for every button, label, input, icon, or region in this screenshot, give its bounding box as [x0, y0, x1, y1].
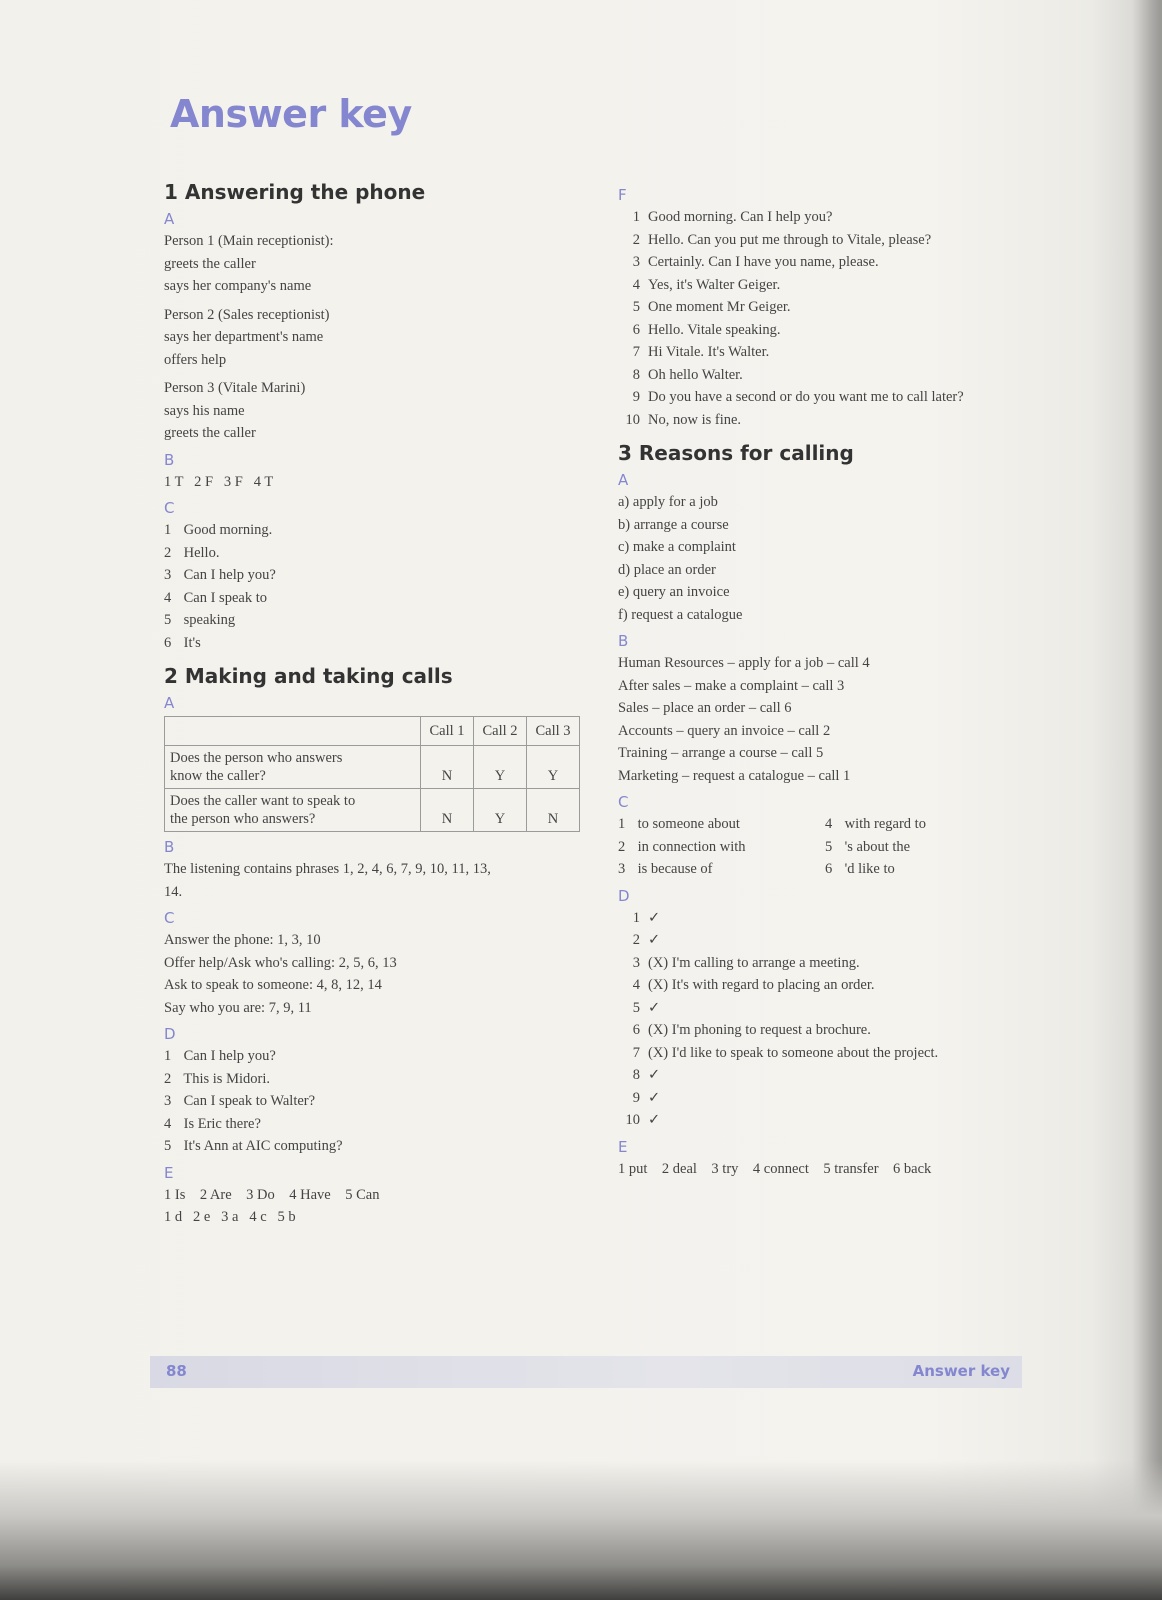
item-number: 10	[625, 1112, 640, 1128]
person-2-block	[164, 304, 584, 372]
list-item	[618, 1042, 1038, 1065]
item-number: 6	[825, 861, 833, 877]
list-item	[618, 974, 1038, 997]
text-line: greets the caller	[164, 425, 256, 441]
item-number: 4	[164, 589, 172, 606]
text-line: 1 Is 2 Are 3 Do 4 Have 5 Can	[164, 1186, 380, 1203]
answer-cell: Y	[527, 746, 580, 789]
list-item	[618, 952, 1038, 975]
book-spine-shadow	[1132, 0, 1162, 1600]
item-text: It's Ann at AIC computing?	[183, 1138, 343, 1154]
question-line: Does the caller want to speak to	[170, 793, 356, 809]
item-number: 2	[164, 544, 172, 561]
two-column-list	[618, 813, 1038, 881]
list-column-right	[825, 813, 926, 881]
text-line: Person 3 (Vitale Marini)	[164, 380, 306, 396]
item-number: 6	[164, 634, 172, 651]
item-number: 1	[632, 909, 640, 926]
text-line: offers help	[164, 351, 227, 368]
list-item	[618, 836, 825, 859]
item-text: ✓	[648, 1067, 661, 1083]
item-text: (X) I'm calling to arrange a meeting.	[648, 954, 860, 971]
list-item	[164, 632, 584, 655]
section-3-d-label: D	[618, 886, 630, 905]
question-cell	[165, 789, 421, 832]
list-item	[618, 997, 1038, 1020]
text-line: Accounts – query an invoice – call 2	[618, 722, 831, 739]
item-number: 9	[632, 1089, 640, 1106]
question-line: the person who answers?	[170, 811, 316, 827]
item-text: Hello. Can you put me through to Vitale, please?	[648, 231, 932, 248]
column-header: Call 1	[421, 717, 474, 746]
answer-cell: Y	[474, 746, 527, 789]
text-line: Training – arrange a course – call 5	[618, 745, 824, 761]
item-text: Is Eric there?	[183, 1115, 261, 1132]
text-line: Person 1 (Main receptionist):	[164, 233, 334, 249]
list-item	[618, 1064, 1038, 1087]
text-line: Marketing – request a catalogue – call 1	[618, 767, 851, 784]
list-item	[825, 813, 926, 836]
item-number: 5	[632, 999, 640, 1016]
section-2-b-label: B	[164, 838, 175, 856]
item-number: 4	[164, 1115, 172, 1132]
list-item	[618, 386, 1038, 409]
item-text: query an invoice	[632, 584, 730, 600]
item-text: arrange a course	[633, 516, 729, 533]
item-number: 2	[632, 231, 640, 248]
list-item	[825, 858, 926, 881]
item-number: a)	[618, 494, 630, 510]
calls-table	[164, 716, 580, 832]
item-number: 1	[618, 816, 626, 832]
item-text: Can I help you?	[183, 1048, 276, 1064]
list-column-left	[618, 813, 825, 881]
list-item	[164, 1090, 584, 1113]
item-text: to someone about	[637, 816, 740, 832]
item-number: 5	[825, 838, 833, 855]
item-number: 10	[625, 411, 640, 428]
list-item	[618, 319, 1038, 342]
section-1-a-label: A	[164, 210, 175, 228]
text-line: Ask to speak to someone: 4, 8, 12, 14	[164, 977, 382, 993]
item-text: request a catalogue	[631, 606, 743, 623]
section-2-e-label: E	[164, 1163, 174, 1182]
item-text: Certainly. Can I have you name, please.	[648, 254, 879, 270]
list-item	[618, 514, 1038, 537]
list-item	[618, 907, 1038, 930]
text-line: Sales – place an order – call 6	[618, 700, 792, 716]
item-number: 1	[164, 1048, 172, 1064]
list-item	[164, 1135, 584, 1158]
list-item	[618, 274, 1038, 297]
item-number: d)	[618, 561, 631, 578]
column-header: Call 3	[527, 717, 580, 746]
item-number: 7	[632, 1044, 640, 1061]
item-text: Can I speak to	[183, 589, 267, 606]
item-text: Can I speak to Walter?	[183, 1093, 316, 1109]
list-item	[618, 229, 1038, 252]
answer-cell: N	[421, 789, 474, 832]
item-text: Do you have a second or do you want me to call later?	[648, 389, 964, 405]
item-text: ✓	[648, 932, 661, 948]
item-text: This is Midori.	[183, 1070, 270, 1087]
section-3-e-label: E	[618, 1137, 628, 1156]
list-item	[618, 536, 1038, 559]
section-2-c-label: C	[164, 909, 175, 927]
list-item	[164, 519, 584, 542]
item-number: 4	[632, 276, 640, 293]
item-number: 3	[632, 254, 640, 270]
item-number: 6	[632, 321, 640, 338]
text-line: greets the caller	[164, 255, 256, 272]
item-number: f)	[618, 606, 628, 623]
list-item	[618, 858, 825, 881]
page-footer	[150, 1356, 1022, 1388]
item-number: c)	[618, 539, 630, 555]
item-text: ✓	[648, 909, 661, 926]
item-text: apply for a job	[632, 494, 718, 510]
item-text: (X) I'm phoning to request a brochure.	[648, 1022, 871, 1038]
text-line: says her company's name	[164, 278, 312, 294]
question-line: know the caller?	[170, 768, 266, 784]
item-text: Yes, it's Walter Geiger.	[648, 276, 781, 293]
item-number: 1	[632, 209, 640, 225]
right-column	[618, 186, 1038, 1180]
item-number: 3	[618, 861, 626, 877]
item-text: with regard to	[844, 816, 926, 832]
list-item	[618, 929, 1038, 952]
question-cell	[165, 746, 421, 789]
page-number: 88	[166, 1362, 187, 1380]
column-header: Call 2	[474, 717, 527, 746]
item-number: 2	[164, 1070, 172, 1087]
item-text: No, now is fine.	[648, 411, 742, 428]
table-row	[165, 746, 580, 789]
section-2-a-label: A	[164, 694, 175, 712]
list-item	[164, 564, 584, 587]
list-item	[618, 581, 1038, 604]
item-text: 'd like to	[844, 861, 895, 877]
list-item	[618, 1019, 1038, 1042]
list-item	[825, 836, 926, 859]
item-text: ✓	[648, 1089, 661, 1106]
list-item	[164, 609, 584, 632]
text-line: The listening contains phrases 1, 2, 4, 6, 7, 9, 10, 11, 13,	[164, 861, 491, 877]
item-number: 5	[632, 299, 640, 315]
list-item	[618, 409, 1038, 432]
list-item	[164, 1045, 584, 1068]
answer-cell: Y	[474, 789, 527, 832]
left-column	[164, 180, 584, 1229]
bottom-shadow	[0, 1460, 1162, 1600]
list-item	[618, 1109, 1038, 1132]
table-header-row	[165, 717, 580, 746]
table-row	[165, 789, 580, 832]
answer-cell: N	[527, 789, 580, 832]
section-1-c-label: C	[164, 499, 175, 517]
item-number: 1	[164, 522, 172, 538]
item-text: Good morning.	[183, 522, 273, 538]
text-line: 1 put 2 deal 3 try 4 connect 5 transfer 6 back	[618, 1160, 932, 1177]
list-item	[618, 813, 825, 836]
table-corner-cell	[165, 717, 421, 746]
text-line: says her department's name	[164, 329, 324, 345]
item-text: One moment Mr Geiger.	[648, 299, 791, 315]
text-line: Say who you are: 7, 9, 11	[164, 999, 312, 1016]
text-line: After sales – make a complaint – call 3	[618, 677, 845, 694]
section-1-heading: 1 Answering the phone	[164, 180, 426, 204]
text-line: 1 d 2 e 3 a 4 c 5 b	[164, 1209, 296, 1225]
item-text: Hi Vitale. It's Walter.	[648, 344, 770, 360]
item-number: 8	[632, 366, 640, 383]
section-2-heading: 2 Making and taking calls	[164, 664, 453, 688]
text-line: says his name	[164, 402, 245, 419]
list-item	[164, 1068, 584, 1091]
item-number: 7	[632, 344, 640, 360]
section-2-f-label: F	[618, 186, 627, 204]
text-line: Answer the phone: 1, 3, 10	[164, 932, 321, 948]
item-text: Hello.	[183, 544, 220, 561]
answer-cell: N	[421, 746, 474, 789]
item-number: 4	[632, 977, 640, 993]
list-item	[618, 364, 1038, 387]
list-item	[618, 251, 1038, 274]
footer-label: Answer key	[912, 1362, 1010, 1380]
item-text: ✓	[648, 1112, 661, 1128]
item-number: 3	[164, 567, 172, 583]
item-text: Can I help you?	[183, 567, 276, 583]
list-item	[164, 1113, 584, 1136]
list-item	[164, 542, 584, 565]
person-3-block	[164, 377, 584, 445]
list-item	[618, 341, 1038, 364]
section-3-heading: 3 Reasons for calling	[618, 441, 854, 465]
section-2-d-label: D	[164, 1025, 176, 1043]
item-text: (X) I'd like to speak to someone about the project.	[648, 1044, 939, 1061]
item-number: 5	[164, 612, 172, 628]
item-number: e)	[618, 584, 630, 600]
person-1-block	[164, 230, 584, 298]
item-number: 6	[632, 1022, 640, 1038]
item-text: in connection with	[637, 838, 746, 855]
text-line: Offer help/Ask who's calling: 2, 5, 6, 13	[164, 954, 397, 971]
list-item	[618, 559, 1038, 582]
text-line: Person 2 (Sales receptionist)	[164, 306, 330, 323]
item-text: Oh hello Walter.	[648, 366, 743, 383]
item-number: 3	[632, 954, 640, 971]
list-item	[618, 491, 1038, 514]
item-text: speaking	[183, 612, 236, 628]
item-text: ✓	[648, 999, 661, 1016]
list-item	[164, 587, 584, 610]
item-number: 2	[632, 932, 640, 948]
text-line: Human Resources – apply for a job – call 4	[618, 655, 870, 671]
item-text: It's	[183, 634, 201, 651]
list-item	[618, 604, 1038, 627]
list-item	[618, 1087, 1038, 1110]
section-1-b-answers: 1 T 2 F 3 F 4 T	[164, 473, 274, 490]
text-line: 14.	[164, 883, 183, 900]
list-item	[618, 206, 1038, 229]
item-text: Good morning. Can I help you?	[648, 209, 833, 225]
item-text: (X) It's with regard to placing an order.	[648, 977, 875, 993]
item-text: place an order	[633, 561, 716, 578]
section-3-c-label: C	[618, 793, 629, 811]
item-number: 4	[825, 816, 833, 832]
item-number: 2	[618, 838, 626, 855]
item-number: 9	[632, 389, 640, 405]
item-text: is because of	[637, 861, 713, 877]
item-number: 5	[164, 1138, 172, 1154]
item-number: 3	[164, 1093, 172, 1109]
item-text: 's about the	[844, 838, 911, 855]
item-text: make a complaint	[632, 539, 736, 555]
section-3-b-label: B	[618, 632, 629, 650]
question-line: Does the person who answers	[170, 750, 343, 766]
item-number: b)	[618, 516, 631, 533]
section-1-b-label: B	[164, 450, 175, 469]
page-title: Answer key	[170, 92, 412, 136]
list-item	[618, 296, 1038, 319]
item-text: Hello. Vitale speaking.	[648, 321, 781, 338]
section-3-a-label: A	[618, 471, 629, 489]
item-number: 8	[632, 1067, 640, 1083]
